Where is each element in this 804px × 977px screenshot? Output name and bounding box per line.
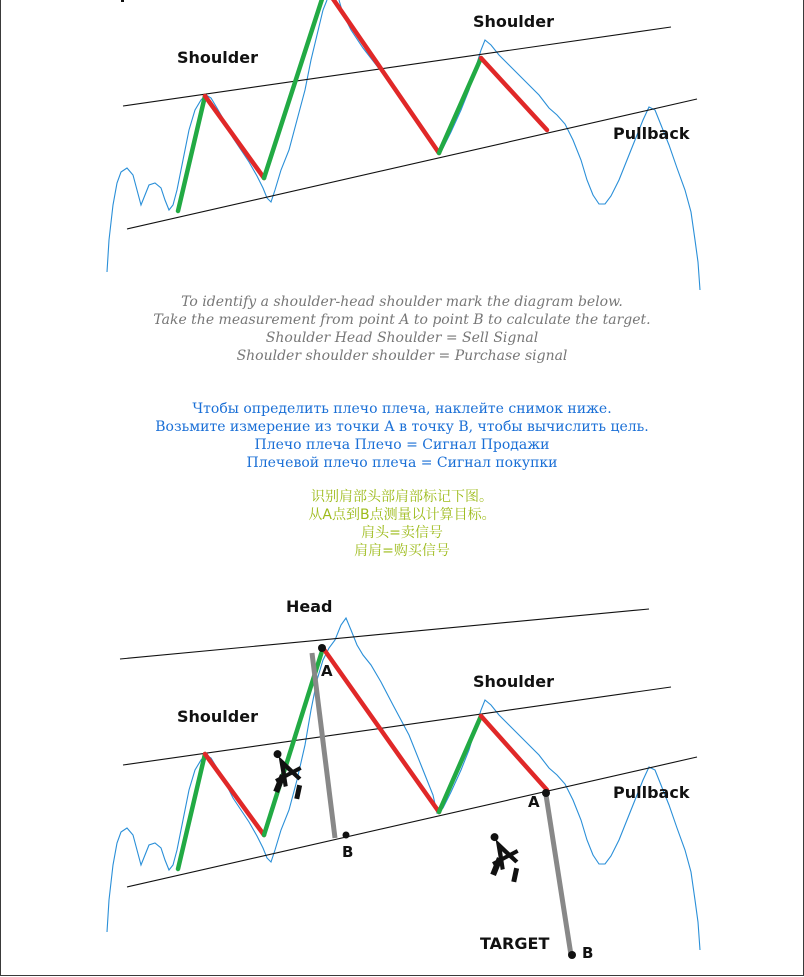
point-a-label: A	[321, 662, 333, 680]
up-leg	[178, 96, 205, 211]
point-b-marker	[568, 951, 576, 959]
instruction-line: Возьмите измерение из точки А в точку В, чтобы вычислить цель.	[155, 419, 649, 435]
point-a-marker	[318, 644, 326, 652]
instruction-line: Плечо плеча Плечо = Сигнал Продажи	[254, 437, 550, 453]
pullback-label: Pullback	[613, 124, 690, 143]
top-diagram	[1, 0, 803, 292]
shoulder-label-left: Shoulder	[177, 48, 258, 67]
russian-instructions	[1, 400, 803, 472]
down-leg	[481, 58, 547, 130]
up-leg	[178, 754, 205, 869]
measure-line-head	[312, 653, 335, 838]
down-leg	[323, 648, 439, 812]
corner-mark	[121, 0, 124, 2]
point-b-label: B	[342, 843, 354, 861]
instruction-line: Плечевой плечо плеча = Сигнал покупки	[246, 455, 558, 471]
up-leg	[264, 0, 323, 178]
point-a-marker	[542, 789, 550, 797]
trend-line-lower	[127, 99, 697, 229]
pattern-legs	[178, 0, 547, 211]
measure-line-target	[546, 795, 571, 955]
english-instructions	[1, 293, 803, 365]
target-label: TARGET	[480, 934, 550, 953]
instruction-line: Take the measurement from point A to point B to calculate the target.	[153, 312, 651, 328]
up-leg	[439, 58, 481, 153]
instruction-line: Shoulder Head Shoulder = Sell Signal	[265, 330, 539, 346]
point-b-label: B	[582, 944, 594, 962]
compass-icon	[474, 827, 530, 891]
instruction-line: To identify a shoulder-head shoulder mark the diagram below.	[181, 294, 623, 310]
instruction-line: 从A点到B点测量以计算目标。	[308, 507, 496, 523]
down-leg	[331, 0, 439, 153]
instruction-line: 识别肩部头部肩部标记下图。	[311, 489, 493, 505]
compass-icon	[257, 744, 313, 808]
instruction-line: 肩头=卖信号	[361, 525, 443, 541]
chinese-instructions	[1, 488, 803, 560]
pullback-label: Pullback	[613, 783, 690, 802]
instruction-line: Чтобы определить плечо плеча, наклейте снимок ниже.	[192, 401, 612, 417]
shoulder-label-left: Shoulder	[177, 707, 258, 726]
instruction-line: Shoulder shoulder shoulder = Purchase signal	[236, 348, 568, 364]
point-a-label: A	[528, 793, 540, 811]
instruction-line: 肩肩=购买信号	[354, 543, 450, 559]
head-label: Head	[286, 597, 333, 616]
shoulder-label-right: Shoulder	[473, 12, 554, 31]
up-leg	[439, 716, 481, 812]
shoulder-label-right: Shoulder	[473, 672, 554, 691]
down-leg	[205, 754, 264, 835]
point-b-marker	[343, 832, 350, 839]
down-leg	[205, 96, 264, 178]
bottom-diagram	[1, 580, 803, 975]
price-line	[107, 0, 700, 290]
trend-line-top	[120, 609, 649, 659]
